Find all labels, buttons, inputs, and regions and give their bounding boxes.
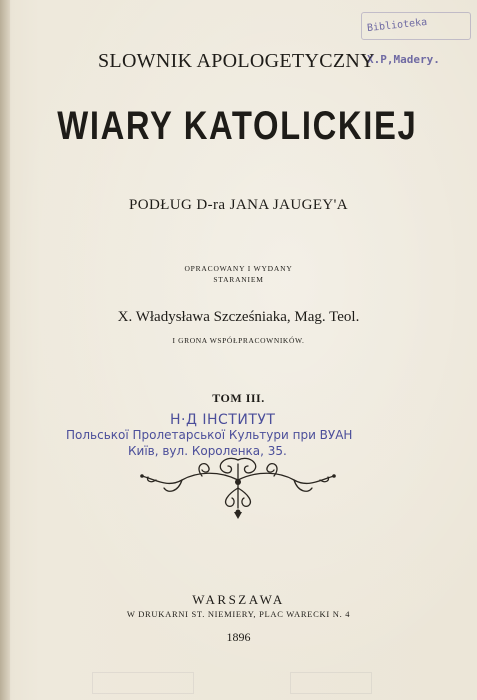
library-stamp: [361, 10, 473, 74]
institute-stamp-line-3: Київ, вул. Короленка, 35.: [128, 444, 287, 458]
imprint-year: 1896: [226, 630, 251, 644]
faint-stamp-ghost: [290, 672, 372, 694]
based-on-line: PODŁUG D-ra JANA JAUGEY'A: [129, 197, 348, 213]
collaborators-line: I GRONA WSPÓŁPRACOWNIKÓW.: [172, 336, 305, 345]
faint-stamp-ghost: [92, 672, 194, 694]
volume-label: TOM III.: [212, 391, 265, 405]
imprint-press: W DRUKARNI ST. NIEMIERY, PLAC WARECKI N. 4: [126, 609, 351, 619]
prepared-line-1: OPRACOWANY I WYDANY: [184, 264, 293, 273]
imprint-city: WARSZAWA: [192, 592, 285, 607]
stamp-library-label: Biblioteka: [366, 16, 428, 35]
title-line-2: WIARY KATOLICKIEJ: [57, 104, 418, 148]
floral-ornament: [138, 450, 338, 520]
institute-stamp-line-2: Польської Пролетарської Культури при ВУАН: [66, 428, 353, 442]
title-line-1: SLOWNIK APOLOGETYCZNY: [98, 50, 375, 72]
prepared-line-2: STARANIEM: [213, 275, 264, 284]
institute-stamp-line-1: Н·Д ІНСТИТУТ: [170, 412, 276, 428]
author-line: X. Władysława Szcześniaka, Mag. Teol.: [117, 309, 360, 325]
stamp-owner-label: X.P,Madery.: [367, 53, 440, 66]
